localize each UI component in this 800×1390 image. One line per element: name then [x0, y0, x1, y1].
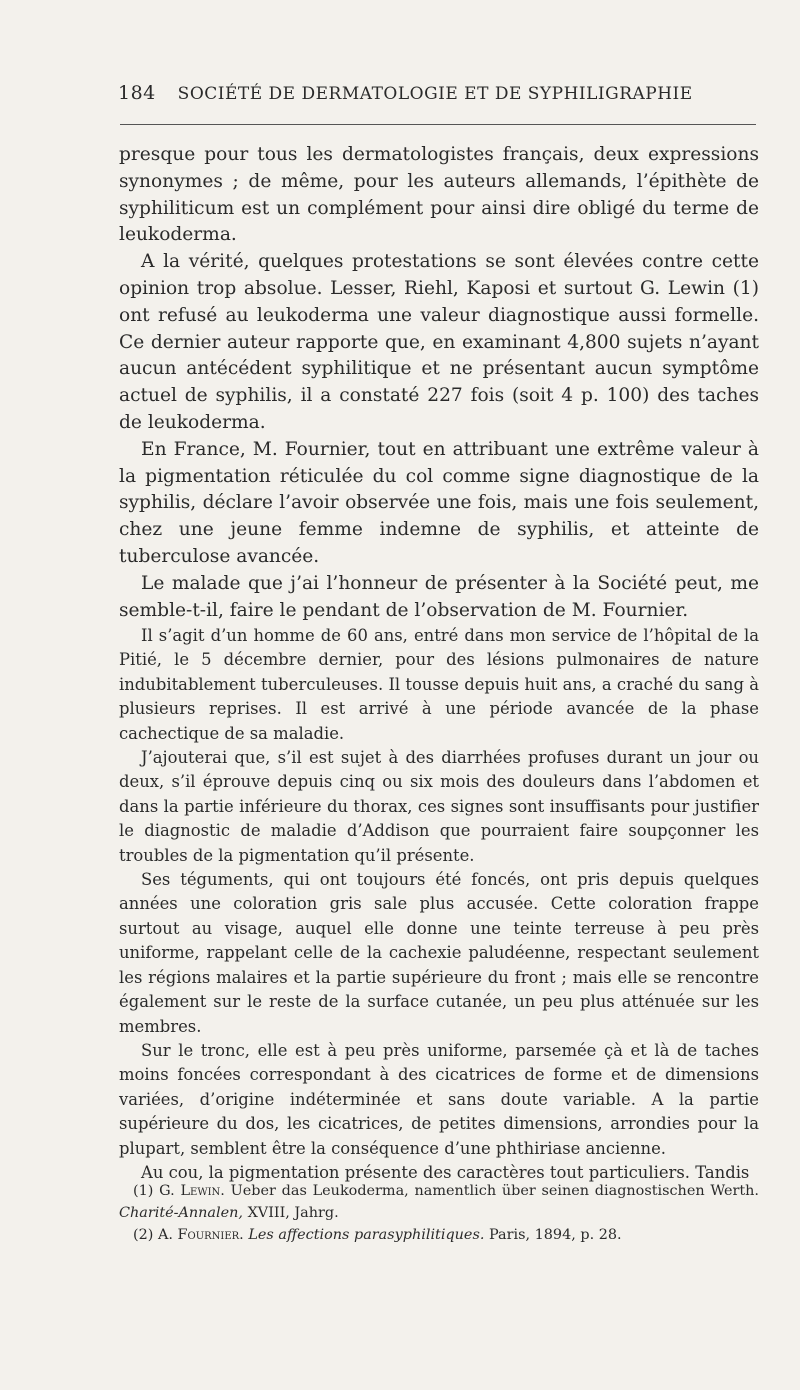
paragraph: presque pour tous les dermatologistes français, deux expressions synonymes ; de même, pour les auteurs allemands, l’épithète de syphiliticum est un complément pour ainsi dire obligé du terme de leukoderma. [119, 144, 759, 246]
footnote-marker: (2) A. [133, 1227, 173, 1243]
footnote-rest: Paris, 1894, p. 28. [488, 1227, 622, 1243]
footnote-marker: (1) G. [133, 1183, 175, 1199]
paragraph: Au cou, la pigmentation présente des caractères tout particuliers. Tandis [141, 1162, 750, 1182]
running-title: SOCIÉTÉ DE DERMATOLOGIE ET DE SYPHILIGRAPHIE [177, 84, 693, 104]
footnote-rest: XVIII, Jahrg. [247, 1205, 339, 1221]
footnote-title: Les affections parasyphilitiques. [248, 1227, 485, 1243]
paragraph: Le malade que j’ai l’honneur de présenter à la Société peut, me semble-t-il, faire le pendant de l’observation de M. Fournier. [119, 572, 759, 621]
footnote-author: Lewin. [180, 1183, 225, 1199]
paragraph: Sur le tronc, elle est à peu près uniforme, parsemée çà et là de taches moins foncées correspondant à des cicatrices de forme et de dimensions variées, d’origine indéterminée et sans doute variable. A la partie supérieure du dos, les cicatrices, de petites dimensions, arrondies pour la plupart, semblent être la conséquence d’une phthiriase ancienne. [119, 1040, 759, 1158]
header-rule [120, 124, 756, 125]
footnote-1 [119, 1180, 759, 1224]
paragraph: En France, M. Fournier, tout en attribuant une extrême valeur à la pigmentation réticulée du col comme signe diagnostique de la syphilis, déclare l’avoir observée une fois, mais une fois seulement, chez une jeune femme indemne de syphilis, et atteinte de tuberculose avancée. [119, 438, 759, 567]
footnote-2 [119, 1224, 759, 1246]
paragraph: Il s’agit d’un homme de 60 ans, entré dans mon service de l’hôpital de la Pitié, le 5 décembre dernier, pour des lésions pulmonaires de nature indubitablement tuberculeuses. Il tousse depuis huit ans, a craché du sang à plusieurs reprises. Il est arrivé à une période avancée de la phase cachectique de sa maladie. [119, 626, 759, 743]
main-text [119, 142, 759, 624]
observation-text [119, 624, 759, 1185]
paragraph: A la vérité, quelques protestations se sont élevées contre cette opinion trop absolue. Lesser, Riehl, Kaposi et surtout G. Lewin (1) ont refusé au leukoderma une valeur diagnostique aussi formelle. Ce dernier auteur rapporte que, en examinant 4,800 sujets n’ayant aucun antécédent syphilitique et ne présentant aucun symptôme actuel de syphilis, il a constaté 227 fois (soit 4 p. 100) des taches de leukoderma. [119, 251, 759, 433]
running-header [118, 82, 758, 104]
paragraph: J’ajouterai que, s’il est sujet à des diarrhées profuses durant un jour ou deux, s’il éprouve depuis cinq ou six mois des douleurs dans l’abdomen et dans la partie inférieure du thorax, ces signes sont insuffisants pour justifier le diagnostic de maladie d’Addison que pourraient faire soupçonner les troubles de la pigmentation qu’il présente. [119, 748, 759, 865]
footnote-journal: Charité-Annalen, [119, 1205, 243, 1221]
paragraph: Ses téguments, qui ont toujours été foncés, ont pris depuis quelques années une coloration gris sale plus accusée. Cette coloration frappe surtout au visage, auquel elle donne une teinte terreuse à peu près uniforme, rappelant celle de la cachexie paludéenne, respectant seulement les régions malaires et la partie supérieure du front ; mais elle se rencontre également sur le reste de la surface cutanée, un peu plus atténuée sur les membres. [119, 870, 759, 1036]
footnote-author: Fournier. [177, 1227, 244, 1243]
page-number: 184 [118, 82, 156, 104]
footnote-text: Ueber das Leukoderma, namentlich über seinen diagnostischen Werth. [230, 1183, 759, 1199]
footnotes [119, 1180, 759, 1246]
